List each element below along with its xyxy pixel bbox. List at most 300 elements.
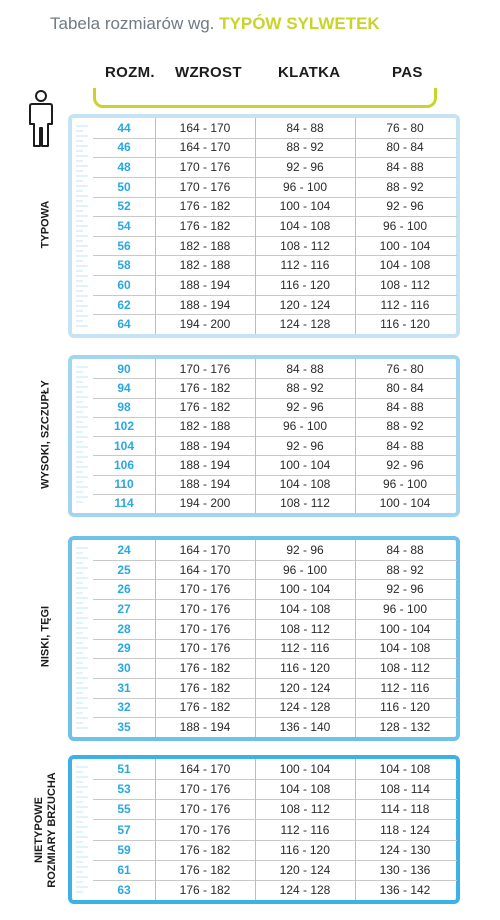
size-cell: 98 [117, 400, 131, 415]
waist-cell: 108 - 112 [380, 277, 430, 292]
column-divider [355, 779, 356, 799]
column-divider [155, 840, 156, 860]
column-header-size: ROZM. [105, 64, 155, 81]
waist-cell: 104 - 108 [379, 762, 431, 777]
column-divider [355, 493, 356, 513]
column-divider [155, 118, 156, 138]
waist-cell: 118 - 124 [380, 822, 430, 837]
table-row [93, 196, 457, 216]
column-divider [355, 455, 356, 475]
height-cell: 194 - 200 [179, 317, 231, 332]
size-cell: 106 [113, 457, 135, 472]
column-divider [355, 137, 356, 157]
table-row [93, 255, 457, 275]
column-divider [355, 619, 356, 639]
waist-cell: 108 - 114 [380, 782, 430, 797]
column-divider [155, 860, 156, 880]
section-label-niski-tegi: NISKI, TĘGI [39, 605, 52, 668]
height-cell: 176 - 182 [179, 199, 231, 214]
column-divider [255, 717, 256, 737]
column-divider [255, 840, 256, 860]
height-cell: 170 - 176 [179, 601, 231, 616]
section-label-line-2: ROZMIARY BRZUCHA [46, 772, 58, 888]
person-silhouette-icon [28, 90, 54, 148]
chest-cell: 100 - 104 [279, 457, 331, 472]
column-divider [155, 759, 156, 779]
height-cell: 188 - 194 [179, 297, 231, 312]
size-cell: 58 [117, 258, 131, 273]
table-row [93, 118, 457, 138]
column-divider [155, 455, 156, 475]
column-divider [355, 397, 356, 417]
size-cell: 50 [117, 179, 131, 194]
waist-cell: 104 - 108 [379, 258, 431, 273]
page-title [50, 14, 380, 34]
size-cell: 48 [117, 160, 131, 175]
chest-cell: 92 - 96 [286, 438, 324, 453]
size-cell: 62 [117, 297, 131, 312]
column-divider [255, 137, 256, 157]
column-divider [255, 799, 256, 819]
table-row [93, 840, 457, 860]
column-divider [355, 177, 356, 197]
height-cell: 182 - 188 [179, 419, 231, 434]
column-divider [255, 196, 256, 216]
column-divider [155, 436, 156, 456]
size-cell: 64 [117, 317, 131, 332]
table-row [93, 493, 457, 513]
size-cell: 28 [117, 621, 131, 636]
chest-cell: 108 - 112 [280, 496, 330, 511]
waist-cell: 80 - 84 [386, 380, 424, 395]
column-divider [355, 314, 356, 334]
column-divider [155, 314, 156, 334]
size-cell: 52 [117, 199, 131, 214]
column-divider [355, 860, 356, 880]
waist-cell: 76 - 80 [386, 361, 424, 376]
column-divider [255, 436, 256, 456]
size-cell: 94 [117, 380, 131, 395]
height-cell: 170 - 176 [179, 179, 231, 194]
chest-cell: 96 - 100 [282, 179, 328, 194]
column-divider [355, 118, 356, 138]
column-divider [155, 619, 156, 639]
ruler-ticks [76, 124, 90, 328]
waist-cell: 104 - 108 [379, 641, 431, 656]
column-divider [255, 474, 256, 494]
size-cell: 56 [117, 238, 131, 253]
column-divider [355, 275, 356, 295]
table-row [93, 560, 457, 580]
column-divider [155, 779, 156, 799]
chest-cell: 112 - 116 [280, 822, 330, 837]
column-divider [155, 255, 156, 275]
column-divider [255, 860, 256, 880]
column-divider [255, 157, 256, 177]
waist-cell: 92 - 96 [386, 457, 424, 472]
table-row [93, 378, 457, 398]
table-row [93, 455, 457, 475]
column-divider [355, 638, 356, 658]
height-cell: 164 - 170 [179, 542, 231, 557]
column-divider [355, 697, 356, 717]
chest-cell: 88 - 92 [286, 140, 324, 155]
height-cell: 176 - 182 [179, 882, 231, 897]
table-row [93, 860, 457, 880]
table-row [93, 599, 457, 619]
chest-cell: 116 - 120 [280, 277, 330, 292]
height-cell: 176 - 182 [179, 862, 231, 877]
column-divider [155, 157, 156, 177]
column-divider [255, 216, 256, 236]
size-cell: 26 [117, 582, 131, 597]
column-divider [155, 880, 156, 900]
table-row [93, 638, 457, 658]
column-divider [355, 236, 356, 256]
size-cell: 31 [117, 680, 131, 695]
size-cell: 104 [113, 438, 135, 453]
column-divider [355, 196, 356, 216]
waist-cell: 100 - 104 [379, 621, 431, 636]
height-cell: 176 - 182 [179, 380, 231, 395]
height-cell: 164 - 170 [179, 140, 231, 155]
height-cell: 176 - 182 [179, 661, 231, 676]
height-cell: 182 - 188 [179, 258, 231, 273]
column-divider [355, 359, 356, 379]
size-cell: 27 [117, 601, 131, 616]
table-row [93, 157, 457, 177]
height-cell: 176 - 182 [179, 842, 231, 857]
column-divider [355, 678, 356, 698]
height-cell: 170 - 176 [179, 160, 231, 175]
table-row [93, 540, 457, 560]
column-divider [155, 196, 156, 216]
column-divider [255, 275, 256, 295]
chest-cell: 88 - 92 [286, 380, 324, 395]
chest-cell: 104 - 108 [279, 601, 331, 616]
height-cell: 176 - 182 [179, 700, 231, 715]
column-divider [155, 717, 156, 737]
column-divider [255, 540, 256, 560]
chest-cell: 124 - 128 [279, 700, 331, 715]
table-row [93, 759, 457, 779]
chest-cell: 100 - 104 [279, 762, 331, 777]
column-divider [255, 619, 256, 639]
size-cell: 110 [114, 477, 134, 492]
waist-cell: 114 - 118 [380, 802, 430, 817]
height-cell: 170 - 176 [179, 782, 231, 797]
height-cell: 170 - 176 [179, 582, 231, 597]
chest-cell: 96 - 100 [282, 419, 328, 434]
column-divider [255, 416, 256, 436]
column-divider [355, 378, 356, 398]
chest-cell: 108 - 112 [280, 238, 330, 253]
column-divider [155, 236, 156, 256]
table-row [93, 177, 457, 197]
chest-cell: 124 - 128 [279, 882, 331, 897]
column-divider [155, 493, 156, 513]
table-row [93, 779, 457, 799]
column-divider [255, 697, 256, 717]
column-divider [355, 295, 356, 315]
column-divider [155, 137, 156, 157]
size-cell: 59 [117, 842, 131, 857]
column-divider [155, 275, 156, 295]
column-divider [355, 255, 356, 275]
chest-cell: 108 - 112 [280, 802, 330, 817]
chest-cell: 116 - 120 [280, 842, 330, 857]
height-cell: 176 - 182 [179, 680, 231, 695]
section-label-nietypowe [33, 756, 59, 904]
waist-cell: 96 - 100 [382, 601, 428, 616]
waist-cell: 84 - 88 [386, 160, 424, 175]
column-divider [155, 697, 156, 717]
height-cell: 194 - 200 [179, 496, 231, 511]
title-accent: TYPÓW SYLWETEK [219, 14, 380, 33]
chest-cell: 104 - 108 [279, 477, 331, 492]
table-row [93, 397, 457, 417]
column-divider [255, 880, 256, 900]
column-divider [155, 820, 156, 840]
table-row [93, 619, 457, 639]
chest-cell: 92 - 96 [286, 400, 324, 415]
column-divider [255, 759, 256, 779]
table-row [93, 717, 457, 737]
waist-cell: 116 - 120 [380, 317, 430, 332]
column-divider [155, 638, 156, 658]
waist-cell: 84 - 88 [386, 542, 424, 557]
table-row [93, 880, 457, 900]
column-divider [255, 579, 256, 599]
height-cell: 170 - 176 [179, 802, 231, 817]
column-divider [255, 658, 256, 678]
column-divider [355, 658, 356, 678]
column-divider [155, 579, 156, 599]
column-header-waist: PAS [392, 64, 423, 81]
chest-cell: 84 - 88 [286, 361, 324, 376]
header-bracket [93, 88, 437, 108]
table-row [93, 579, 457, 599]
table-row [93, 137, 457, 157]
table-row [93, 359, 457, 379]
height-cell: 164 - 170 [179, 562, 231, 577]
section-label-typowa: TYPOWA [39, 200, 52, 249]
column-divider [255, 678, 256, 698]
chest-cell: 100 - 104 [279, 582, 331, 597]
chest-cell: 136 - 140 [279, 720, 331, 735]
waist-cell: 88 - 92 [386, 179, 424, 194]
size-cell: 61 [117, 862, 131, 877]
section-label-line-1: NIETYPOWE [33, 797, 45, 864]
waist-cell: 128 - 132 [379, 720, 431, 735]
column-divider [355, 157, 356, 177]
size-cell: 55 [117, 802, 131, 817]
column-divider [355, 416, 356, 436]
size-cell: 57 [117, 822, 131, 837]
column-divider [255, 255, 256, 275]
column-divider [155, 397, 156, 417]
column-divider [255, 397, 256, 417]
column-divider [355, 579, 356, 599]
waist-cell: 84 - 88 [386, 400, 424, 415]
size-cell: 25 [117, 562, 131, 577]
waist-cell: 124 - 130 [379, 842, 431, 857]
height-cell: 164 - 170 [179, 120, 231, 135]
height-cell: 170 - 176 [179, 822, 231, 837]
column-header-chest: KLATKA [278, 64, 341, 81]
size-cell: 46 [117, 140, 131, 155]
size-cell: 35 [117, 720, 131, 735]
height-cell: 182 - 188 [179, 238, 231, 253]
table-row [93, 416, 457, 436]
height-cell: 188 - 194 [179, 438, 231, 453]
waist-cell: 100 - 104 [379, 496, 431, 511]
size-cell: 24 [117, 542, 131, 557]
size-cell: 53 [117, 782, 131, 797]
column-divider [255, 314, 256, 334]
column-divider [355, 216, 356, 236]
column-divider [255, 177, 256, 197]
ruler-ticks [76, 765, 90, 894]
column-divider [255, 295, 256, 315]
height-cell: 188 - 194 [179, 277, 231, 292]
section-label-wysoki-szczuply: WYSOKI, SZCZUPŁY [39, 380, 52, 489]
waist-cell: 116 - 120 [380, 700, 430, 715]
column-divider [355, 560, 356, 580]
table-row [93, 678, 457, 698]
waist-cell: 80 - 84 [386, 140, 424, 155]
column-divider [255, 820, 256, 840]
size-cell: 90 [117, 361, 131, 376]
waist-cell: 76 - 80 [386, 120, 424, 135]
height-cell: 188 - 194 [179, 477, 231, 492]
waist-cell: 100 - 104 [379, 238, 431, 253]
height-cell: 188 - 194 [179, 720, 231, 735]
column-divider [255, 378, 256, 398]
size-cell: 51 [117, 762, 131, 777]
column-divider [355, 759, 356, 779]
table-row [93, 474, 457, 494]
table-row [93, 799, 457, 819]
column-divider [355, 717, 356, 737]
column-divider [355, 799, 356, 819]
waist-cell: 130 - 136 [379, 862, 431, 877]
title-prefix: Tabela rozmiarów wg. [50, 14, 215, 33]
chest-cell: 104 - 108 [279, 219, 331, 233]
column-divider [155, 177, 156, 197]
waist-cell: 92 - 96 [386, 199, 424, 214]
column-divider [155, 378, 156, 398]
size-cell: 114 [114, 496, 134, 511]
column-divider [155, 474, 156, 494]
waist-cell: 96 - 100 [382, 477, 428, 492]
column-divider [355, 436, 356, 456]
column-divider [255, 455, 256, 475]
column-header-height: WZROST [175, 64, 242, 81]
column-divider [255, 118, 256, 138]
table-row [93, 216, 457, 236]
chest-cell: 100 - 104 [279, 199, 331, 214]
waist-cell: 112 - 116 [380, 680, 430, 695]
chest-cell: 112 - 116 [280, 641, 330, 656]
column-divider [255, 779, 256, 799]
column-divider [355, 540, 356, 560]
chest-cell: 116 - 120 [280, 661, 330, 676]
column-divider [355, 474, 356, 494]
size-cell: 30 [117, 661, 131, 676]
size-cell: 63 [117, 882, 131, 897]
table-row [93, 697, 457, 717]
column-divider [255, 638, 256, 658]
waist-cell: 108 - 112 [380, 661, 430, 676]
column-divider [255, 236, 256, 256]
waist-cell: 112 - 116 [380, 297, 430, 312]
table-row [93, 658, 457, 678]
chest-cell: 92 - 96 [286, 542, 324, 557]
column-divider [255, 560, 256, 580]
table-row [93, 820, 457, 840]
column-divider [355, 599, 356, 619]
size-cell: 32 [117, 700, 131, 715]
chest-cell: 124 - 128 [279, 317, 331, 332]
chest-cell: 120 - 124 [279, 862, 331, 877]
chest-cell: 96 - 100 [282, 562, 328, 577]
chest-cell: 104 - 108 [279, 782, 331, 797]
column-divider [155, 416, 156, 436]
height-cell: 188 - 194 [179, 457, 231, 472]
height-cell: 170 - 176 [179, 361, 231, 376]
waist-cell: 96 - 100 [382, 219, 428, 233]
column-divider [155, 540, 156, 560]
table-row [93, 295, 457, 315]
column-divider [155, 678, 156, 698]
column-divider [155, 658, 156, 678]
height-cell: 176 - 182 [179, 400, 231, 415]
waist-cell: 92 - 96 [386, 582, 424, 597]
table-row [93, 275, 457, 295]
column-divider [155, 799, 156, 819]
column-divider [155, 359, 156, 379]
waist-cell: 88 - 92 [386, 562, 424, 577]
column-divider [255, 359, 256, 379]
ruler-ticks [76, 546, 90, 731]
column-divider [155, 599, 156, 619]
chest-cell: 112 - 116 [280, 258, 330, 273]
chest-cell: 84 - 88 [286, 120, 324, 135]
column-divider [355, 820, 356, 840]
column-divider [255, 599, 256, 619]
size-cell: 102 [113, 419, 135, 434]
height-cell: 170 - 176 [179, 621, 231, 636]
height-cell: 176 - 182 [179, 219, 231, 233]
chest-cell: 92 - 96 [286, 160, 324, 175]
height-cell: 164 - 170 [179, 762, 231, 777]
size-cell: 54 [117, 219, 131, 233]
waist-cell: 84 - 88 [386, 438, 424, 453]
column-divider [355, 880, 356, 900]
chest-cell: 120 - 124 [279, 297, 331, 312]
table-row [93, 436, 457, 456]
size-cell: 60 [117, 277, 131, 292]
size-cell: 29 [117, 641, 131, 656]
column-divider [255, 493, 256, 513]
height-cell: 170 - 176 [179, 641, 231, 656]
ruler-ticks [76, 365, 90, 507]
waist-cell: 136 - 142 [379, 882, 431, 897]
chest-cell: 120 - 124 [279, 680, 331, 695]
waist-cell: 88 - 92 [386, 419, 424, 434]
column-divider [155, 216, 156, 236]
